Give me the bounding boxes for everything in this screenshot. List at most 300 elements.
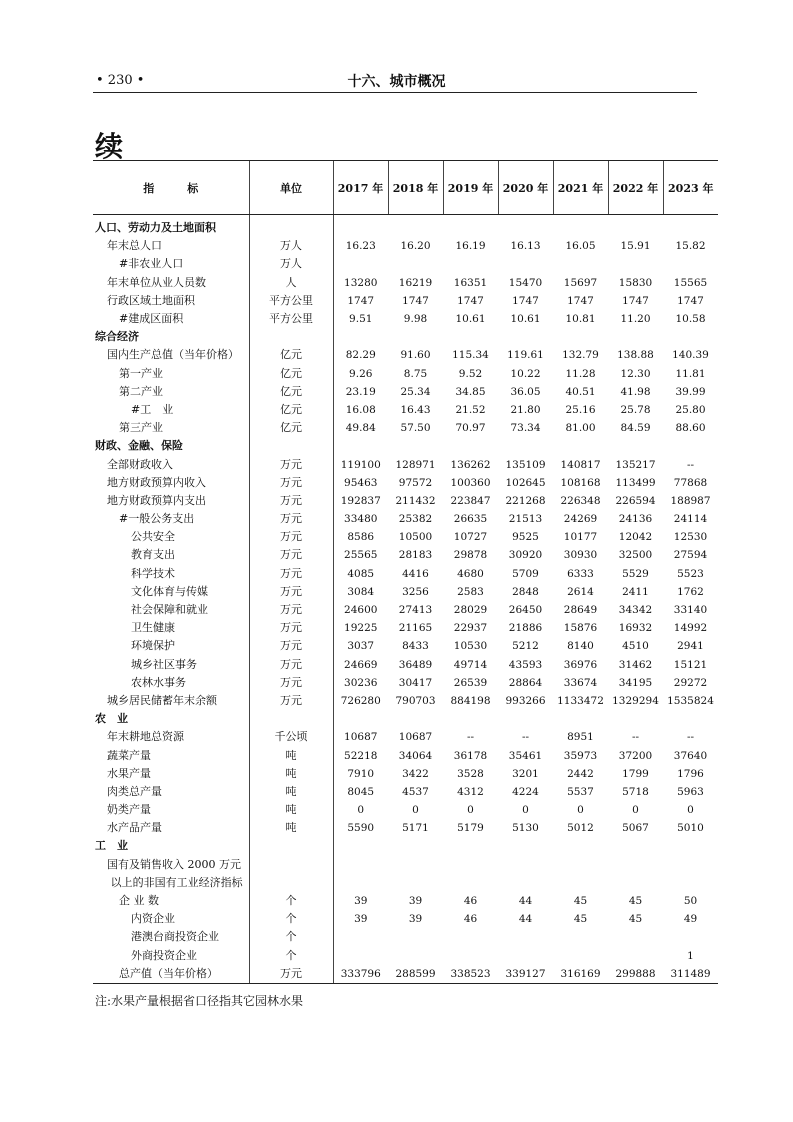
value-cell	[608, 874, 663, 892]
row-label: 水产品产量	[107, 821, 162, 835]
row-label: 地方财政预算内收入	[107, 475, 206, 489]
value-cell: 16.05	[565, 240, 596, 253]
value-cell	[388, 255, 443, 273]
year-column-header: 2018 年	[388, 161, 443, 215]
row-unit: 个	[249, 928, 333, 946]
row-unit: 万人	[249, 255, 333, 273]
value-cell: 0	[357, 804, 365, 817]
table-row	[93, 383, 718, 401]
value-cell: 884198	[450, 694, 491, 707]
value-cell: 39	[354, 913, 368, 926]
header-rule	[93, 92, 697, 93]
row-unit	[249, 215, 333, 238]
value-cell: 14992	[673, 622, 708, 635]
value-cell: 39	[354, 895, 368, 908]
value-cell	[388, 947, 443, 965]
value-cell: 1535824	[667, 694, 714, 707]
table-row	[93, 819, 718, 837]
value-cell: 226348	[560, 494, 601, 507]
row-label: 环境保护	[131, 639, 175, 653]
row-unit: 个	[249, 910, 333, 928]
value-cell: 4510	[622, 640, 649, 653]
value-cell: 28864	[508, 676, 543, 689]
table-row	[93, 856, 718, 874]
value-cell: 15565	[673, 276, 708, 289]
value-cell	[498, 928, 553, 946]
table-row	[93, 601, 718, 619]
value-cell: 226594	[615, 494, 656, 507]
row-label: 第三产业	[119, 421, 163, 435]
value-cell: 3256	[402, 585, 429, 598]
row-label: 肉类总产量	[107, 784, 162, 798]
value-cell: 1747	[677, 294, 704, 307]
value-cell	[553, 215, 608, 238]
row-label: 蔬菜产量	[107, 748, 151, 762]
section-row	[93, 215, 718, 238]
value-cell	[608, 215, 663, 238]
row-label: 科学技术	[131, 566, 175, 580]
value-cell: 30417	[398, 676, 433, 689]
value-cell: 36.05	[510, 385, 541, 398]
row-label: 社会保障和就业	[131, 603, 208, 617]
table-row	[93, 656, 718, 674]
row-label: #一般公务支出	[119, 512, 195, 526]
value-cell: 135217	[615, 458, 656, 471]
value-cell: 37200	[618, 749, 653, 762]
value-cell: 36178	[453, 749, 488, 762]
value-cell: 8586	[347, 531, 375, 544]
row-unit: 万元	[249, 601, 333, 619]
value-cell	[333, 215, 388, 238]
value-cell: 45	[628, 913, 643, 926]
table-row	[93, 346, 718, 364]
table-row	[93, 528, 718, 546]
value-cell	[663, 215, 718, 238]
value-cell: 12042	[618, 531, 653, 544]
table-row	[93, 674, 718, 692]
value-cell	[443, 928, 498, 946]
table-row	[93, 237, 718, 255]
value-cell: 138.88	[617, 349, 654, 362]
value-cell: 1329294	[612, 694, 659, 707]
value-cell: 25.34	[400, 385, 431, 398]
table-row	[93, 746, 718, 764]
table-row	[93, 765, 718, 783]
value-cell: 4680	[457, 567, 484, 580]
value-cell: 34.85	[455, 385, 486, 398]
value-cell: 44	[518, 895, 533, 908]
table-row	[93, 565, 718, 583]
value-cell: 5067	[622, 822, 649, 835]
value-cell: 316169	[553, 965, 608, 984]
value-cell: 77868	[673, 476, 708, 489]
value-cell: 88.60	[675, 422, 706, 435]
value-cell	[663, 437, 718, 455]
value-cell	[333, 328, 388, 346]
value-cell	[333, 874, 388, 892]
value-cell: 41.98	[620, 385, 651, 398]
row-unit	[249, 837, 333, 855]
value-cell: 9.52	[458, 367, 483, 380]
value-cell: 9.98	[403, 313, 428, 326]
value-cell	[333, 255, 388, 273]
value-cell: 2411	[622, 585, 649, 598]
value-cell: 11.81	[675, 367, 706, 380]
row-label: 国有及销售收入 2000 万元	[107, 857, 241, 871]
value-cell: 132.79	[562, 349, 599, 362]
value-cell: 45	[628, 895, 643, 908]
value-cell: 0	[412, 804, 419, 817]
value-cell: 44	[518, 913, 533, 926]
value-cell: 8951	[567, 731, 594, 744]
value-cell: 35973	[563, 749, 598, 762]
value-cell: 9.51	[349, 313, 373, 326]
value-cell	[333, 856, 388, 874]
table-row	[93, 365, 718, 383]
value-cell: 97572	[398, 476, 433, 489]
value-cell: 140.39	[672, 349, 709, 362]
value-cell: 6333	[567, 567, 594, 580]
value-cell: 24600	[344, 604, 378, 617]
row-unit: 万元	[249, 455, 333, 473]
value-cell: 34342	[618, 604, 653, 617]
row-unit: 吨	[249, 819, 333, 837]
value-cell: 30920	[508, 549, 543, 562]
value-cell: 34064	[398, 749, 433, 762]
value-cell: 25382	[398, 513, 433, 526]
value-cell: 1799	[622, 767, 649, 780]
value-cell: 1747	[457, 294, 484, 307]
row-unit: 吨	[249, 801, 333, 819]
table-row	[93, 910, 718, 928]
value-cell	[498, 710, 553, 728]
value-cell: 9.26	[349, 367, 373, 380]
continued-label: 续	[95, 130, 124, 163]
row-unit: 个	[249, 892, 333, 910]
value-cell: 136262	[450, 458, 491, 471]
row-label: 卫生健康	[131, 621, 175, 635]
value-cell	[553, 710, 608, 728]
table-row	[93, 474, 718, 492]
value-cell: 5130	[512, 822, 539, 835]
value-cell	[333, 437, 388, 455]
value-cell: 5590	[347, 822, 375, 835]
value-cell: 40.51	[565, 385, 596, 398]
value-cell	[333, 710, 388, 728]
value-cell: 5212	[512, 640, 539, 653]
value-cell	[388, 328, 443, 346]
value-cell: 15.91	[620, 240, 651, 253]
value-cell: 128971	[395, 458, 436, 471]
table-row	[93, 546, 718, 564]
value-cell: 16.20	[400, 240, 431, 253]
value-cell: 28649	[563, 604, 598, 617]
value-cell	[608, 947, 663, 965]
value-cell: 1762	[677, 585, 704, 598]
value-cell	[443, 328, 498, 346]
value-cell: 221268	[505, 494, 546, 507]
value-cell: 15121	[673, 658, 708, 671]
value-cell: 2848	[512, 585, 539, 598]
value-cell: 339127	[498, 965, 553, 984]
row-label: 年末耕地总资源	[107, 730, 184, 744]
value-cell: 4537	[402, 785, 429, 798]
row-unit: 万元	[249, 510, 333, 528]
value-cell: --	[631, 731, 640, 744]
row-label: #工 业	[131, 402, 174, 416]
value-cell: 5179	[457, 822, 484, 835]
value-cell: 993266	[505, 694, 546, 707]
row-label: 综合经济	[95, 330, 139, 344]
value-cell: 25565	[344, 549, 378, 562]
row-unit: 万元	[249, 583, 333, 601]
value-cell: 2442	[567, 767, 594, 780]
row-unit: 万元	[249, 546, 333, 564]
value-cell: 135109	[505, 458, 546, 471]
value-cell: 5171	[402, 822, 429, 835]
value-cell: 28183	[398, 549, 433, 562]
table-row	[93, 492, 718, 510]
value-cell: 33140	[673, 604, 708, 617]
value-cell: --	[466, 731, 475, 744]
value-cell: 0	[577, 804, 584, 817]
value-cell: 21886	[508, 622, 543, 635]
value-cell	[498, 837, 553, 855]
table-row	[93, 637, 718, 655]
value-cell	[663, 874, 718, 892]
row-label: 财政、金融、保险	[95, 439, 183, 453]
value-cell: 10727	[453, 531, 488, 544]
value-cell: 8045	[347, 785, 375, 798]
value-cell	[608, 328, 663, 346]
value-cell: 223847	[450, 494, 491, 507]
row-label: 以上的非国有工业经济指标	[110, 875, 243, 889]
value-cell: 15830	[618, 276, 653, 289]
value-cell: 3201	[512, 767, 539, 780]
value-cell: 7910	[347, 767, 375, 780]
value-cell	[663, 928, 718, 946]
value-cell: 24136	[618, 513, 653, 526]
row-unit: 亿元	[249, 401, 333, 419]
value-cell: 1747	[567, 294, 594, 307]
value-cell: 46	[463, 895, 478, 908]
value-cell: 11.28	[565, 367, 596, 380]
value-cell: 39.99	[675, 385, 706, 398]
row-label: #非农业人口	[119, 257, 184, 271]
value-cell: 2614	[567, 585, 594, 598]
value-cell: 288599	[388, 965, 443, 984]
value-cell: 45	[573, 913, 588, 926]
value-cell	[498, 874, 553, 892]
value-cell: 0	[522, 804, 529, 817]
row-label: 第二产业	[119, 384, 163, 398]
value-cell: 34195	[618, 676, 653, 689]
value-cell: 31462	[618, 658, 653, 671]
value-cell: 16.13	[510, 240, 541, 253]
row-label: 人口、劳动力及土地面积	[95, 221, 216, 235]
row-unit	[249, 437, 333, 455]
value-cell: 100360	[450, 476, 491, 489]
value-cell: 35461	[508, 749, 543, 762]
table-body	[93, 215, 718, 984]
value-cell: 1747	[402, 294, 429, 307]
table-row	[93, 310, 718, 328]
value-cell	[608, 255, 663, 273]
value-cell	[663, 255, 718, 273]
row-label: 第一产业	[119, 366, 163, 380]
value-cell: 29272	[673, 676, 708, 689]
value-cell: 10.61	[455, 313, 486, 326]
value-cell: 21.52	[455, 403, 486, 416]
value-cell: 26450	[508, 604, 543, 617]
value-cell	[443, 856, 498, 874]
value-cell: 10.22	[510, 367, 541, 380]
value-cell: 45	[573, 895, 588, 908]
value-cell	[498, 437, 553, 455]
value-cell: 10177	[563, 531, 598, 544]
value-cell: 16351	[453, 276, 488, 289]
row-unit: 亿元	[249, 419, 333, 437]
value-cell: 16.19	[455, 240, 486, 253]
value-cell: 43593	[508, 658, 543, 671]
value-cell: 36976	[563, 658, 598, 671]
value-cell: 50	[683, 895, 698, 908]
value-cell: 338523	[443, 965, 498, 984]
value-cell: 5718	[622, 785, 649, 798]
value-cell: 108168	[560, 476, 601, 489]
value-cell	[553, 947, 608, 965]
table-row	[93, 510, 718, 528]
section-row	[93, 328, 718, 346]
value-cell	[388, 856, 443, 874]
value-cell	[553, 837, 608, 855]
value-cell: 3528	[457, 767, 484, 780]
value-cell: 3037	[347, 640, 375, 653]
row-unit: 万元	[249, 474, 333, 492]
value-cell: 10.81	[565, 313, 596, 326]
value-cell	[498, 215, 553, 238]
table-row	[93, 928, 718, 946]
table-row	[93, 419, 718, 437]
value-cell: 10687	[398, 731, 433, 744]
row-label: 工 业	[95, 839, 128, 853]
row-label: 公共安全	[131, 530, 175, 544]
row-label: 地方财政预算内支出	[107, 493, 206, 507]
value-cell	[498, 328, 553, 346]
value-cell	[608, 837, 663, 855]
value-cell: 21165	[398, 622, 433, 635]
value-cell: 2583	[457, 585, 484, 598]
row-label: #建成区面积	[119, 312, 184, 326]
value-cell	[553, 856, 608, 874]
value-cell: 19225	[344, 622, 378, 635]
value-cell: 333796	[333, 965, 388, 984]
value-cell: 13280	[344, 276, 378, 289]
value-cell: 16219	[398, 276, 433, 289]
row-label: 总产值（当年价格）	[93, 965, 249, 984]
value-cell: 1747	[347, 294, 375, 307]
value-cell: 4085	[347, 567, 375, 580]
value-cell: 119.61	[507, 349, 544, 362]
value-cell: 4224	[512, 785, 539, 798]
row-unit: 亿元	[249, 346, 333, 364]
value-cell: 5012	[567, 822, 594, 835]
value-cell: 27594	[673, 549, 708, 562]
row-label: 内资企业	[131, 912, 175, 926]
value-cell: 25.78	[620, 403, 651, 416]
value-cell: 2941	[677, 640, 704, 653]
table-row	[93, 292, 718, 310]
value-cell: 21.80	[510, 403, 541, 416]
unit-column-header: 单位	[249, 161, 333, 215]
row-unit: 万元	[249, 637, 333, 655]
value-cell: 5963	[677, 785, 704, 798]
value-cell: 0	[467, 804, 474, 817]
row-unit: 千公顷	[249, 728, 333, 746]
table-row	[93, 583, 718, 601]
row-unit: 平方公里	[249, 310, 333, 328]
chapter-title: 十六、城市概况	[347, 74, 446, 90]
value-cell	[388, 215, 443, 238]
row-unit: 万元	[249, 528, 333, 546]
value-cell	[608, 437, 663, 455]
value-cell	[333, 947, 388, 965]
value-cell	[443, 874, 498, 892]
value-cell	[553, 437, 608, 455]
row-unit: 亿元	[249, 383, 333, 401]
value-cell	[443, 215, 498, 238]
row-unit: 万人	[249, 237, 333, 255]
value-cell: 28029	[453, 604, 488, 617]
row-label: 企 业 数	[119, 894, 159, 908]
value-cell: 211432	[395, 494, 436, 507]
value-cell: 25.80	[675, 403, 706, 416]
value-cell: 29878	[453, 549, 488, 562]
value-cell	[498, 255, 553, 273]
row-label: 教育支出	[131, 548, 175, 562]
value-cell	[388, 437, 443, 455]
value-cell: --	[686, 458, 695, 471]
value-cell: --	[686, 731, 695, 744]
value-cell: 15.82	[675, 240, 706, 253]
row-unit: 万元	[249, 692, 333, 710]
value-cell: 0	[632, 804, 639, 817]
value-cell: 4312	[457, 785, 484, 798]
row-unit: 个	[249, 947, 333, 965]
value-cell: --	[521, 731, 530, 744]
value-cell: 39	[408, 895, 423, 908]
value-cell: 5523	[677, 567, 704, 580]
row-unit: 平方公里	[249, 292, 333, 310]
value-cell	[388, 928, 443, 946]
value-cell	[333, 837, 388, 855]
row-label: 国内生产总值（当年价格）	[107, 348, 239, 362]
value-cell: 26635	[453, 513, 488, 526]
value-cell: 5529	[622, 567, 649, 580]
value-cell: 115.34	[452, 349, 489, 362]
indicator-column-header: 指 标	[93, 161, 249, 215]
value-cell: 24669	[344, 658, 378, 671]
row-label: 城乡社区事务	[131, 657, 197, 671]
value-cell	[663, 710, 718, 728]
table-row	[93, 455, 718, 473]
value-cell: 10.61	[510, 313, 541, 326]
value-cell: 12.30	[620, 367, 651, 380]
value-cell: 1747	[512, 294, 539, 307]
year-column-header: 2021 年	[553, 161, 608, 215]
value-cell	[388, 874, 443, 892]
value-cell: 299888	[608, 965, 663, 984]
